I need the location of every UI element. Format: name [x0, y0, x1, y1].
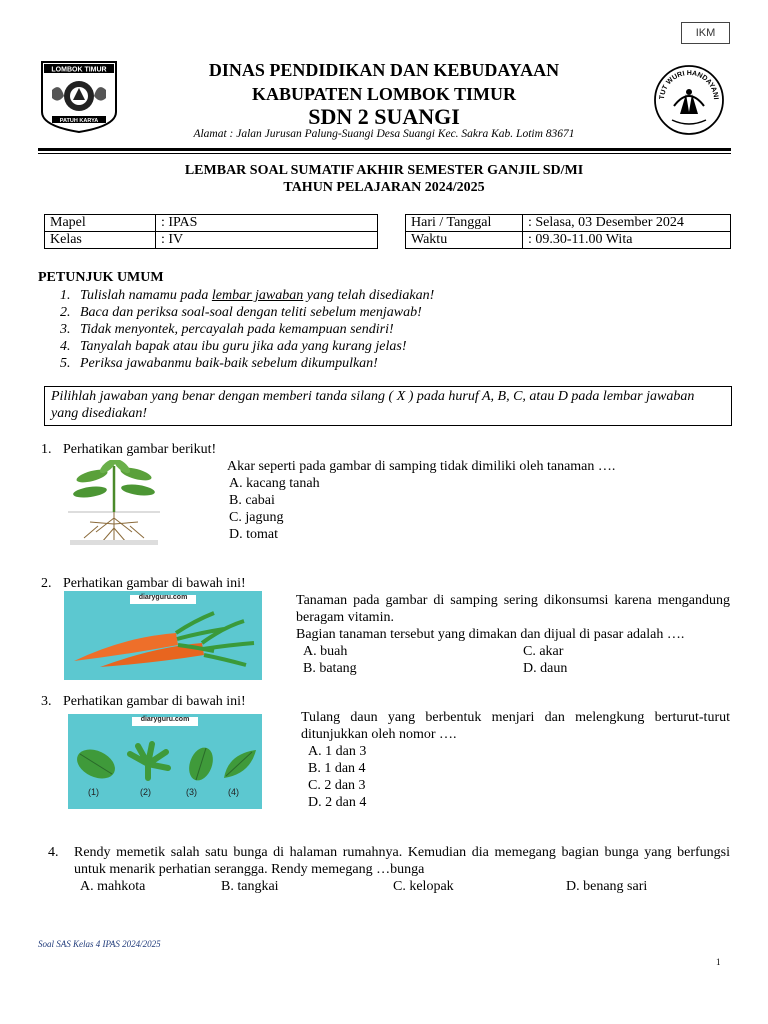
hari-label: Hari / Tanggal — [406, 215, 523, 232]
q3-lead: 3. Perhatikan gambar di bawah ini! — [41, 694, 246, 709]
header-line2: KABUPATEN LOMBOK TIMUR — [251, 84, 516, 104]
q1-option-c[interactable]: C. jagung — [229, 510, 284, 525]
subject-table — [44, 214, 378, 249]
schedule-table — [405, 214, 731, 249]
q2-option-d[interactable]: D. daun — [523, 661, 568, 676]
petunjuk-item: 4. Tanyalah bapak atau ibu guru jika ada yang kurang jelas! — [60, 339, 407, 354]
q3-leaves-image — [68, 714, 262, 809]
petunjuk-item: 5. Periksa jawabanmu baik-baik sebelum dikumpulkan! — [60, 356, 378, 371]
petunjuk-item: 1. Tulislah namamu pada lembar jawaban yang telah disediakan! — [60, 288, 435, 303]
q1-option-d[interactable]: D. tomat — [229, 527, 278, 542]
q2-image-caption: diaryguru.com — [138, 594, 188, 601]
header-rule-thick — [38, 148, 731, 151]
footer-label: Soal SAS Kelas 4 IPAS 2024/2025 — [38, 939, 161, 949]
exam-title: LEMBAR SOAL SUMATIF AKHIR SEMESTER GANJIL SD/MI — [184, 163, 584, 178]
header-line1: DINAS PENDIDIKAN DAN KEBUDAYAAN — [208, 60, 560, 80]
q3-option-d[interactable]: D. 2 dan 4 — [308, 795, 367, 810]
q1-option-a[interactable]: A. kacang tanah — [229, 476, 320, 491]
q3-text: Tulang daun yang berbentuk menjari dan melengkung berturut-turut ditunjukkan oleh nomor …. — [301, 710, 730, 742]
hari-value: : Selasa, 03 Desember 2024 — [523, 215, 731, 232]
header-rule-thin — [38, 153, 731, 154]
school-name: SDN 2 SUANGI — [308, 104, 460, 129]
q2-option-c[interactable]: C. akar — [523, 644, 564, 659]
page-number: 1 — [716, 957, 721, 967]
leaf-label-3: (3) — [186, 787, 197, 797]
petunjuk-title: PETUNJUK UMUM — [38, 270, 164, 285]
q1-options — [229, 475, 320, 543]
q4-option-d[interactable]: D. benang sari — [566, 879, 648, 894]
q4-option-b[interactable]: B. tangkai — [221, 879, 279, 894]
q1-option-b[interactable]: B. cabai — [229, 493, 275, 508]
instruction-box: Pilihlah jawaban yang benar dengan memberi tanda silang ( X ) pada huruf A, B, C, atau D pada lembar jawaban yang disediakan! — [44, 386, 732, 426]
q3-option-b[interactable]: B. 1 dan 4 — [308, 761, 366, 776]
q2-text1: Tanaman pada gambar di samping sering dikonsumsi karena mengandung beragam vitamin. — [296, 593, 730, 625]
mapel-value: : IPAS — [156, 215, 378, 232]
leaf-label-2: (2) — [140, 787, 151, 797]
logo-left-top-text: LOMBOK TIMUR — [51, 66, 107, 74]
q2-carrot-image — [64, 591, 262, 680]
q2-text2: Bagian tanaman tersebut yang dimakan dan dijual di pasar adalah …. — [296, 627, 685, 642]
leaf-label-1: (1) — [88, 787, 99, 797]
q3-option-c[interactable]: C. 2 dan 3 — [308, 778, 366, 793]
leaf-label-4: (4) — [228, 787, 239, 797]
ikm-badge: IKM — [681, 22, 730, 44]
q3-options — [308, 743, 366, 811]
q2-option-b[interactable]: B. batang — [303, 661, 357, 676]
logo-left-bottom-text: PATUH KARYA — [59, 117, 99, 124]
q1-lead: 1. Perhatikan gambar berikut! — [41, 442, 217, 457]
petunjuk-item: 2. Baca dan periksa soal-soal dengan teliti sebelum menjawab! — [60, 305, 422, 320]
logo-right-text: TUT WURI HANDAYANI — [658, 69, 720, 100]
q4-option-a[interactable]: A. mahkota — [80, 879, 146, 894]
school-address: Alamat : Jalan Jurusan Palung-Suangi Desa Suangi Kec. Sakra Kab. Lotim 83671 — [193, 128, 575, 140]
q3-option-a[interactable]: A. 1 dan 3 — [308, 744, 367, 759]
mapel-label: Mapel — [45, 215, 156, 232]
q2-lead: 2. Perhatikan gambar di bawah ini! — [41, 576, 246, 591]
waktu-value: : 09.30-11.00 Wita — [523, 232, 731, 249]
q1-root-plant-image — [68, 460, 160, 546]
q2-option-a[interactable]: A. buah — [303, 644, 348, 659]
petunjuk-list — [60, 287, 434, 372]
q4-option-c[interactable]: C. kelopak — [393, 879, 454, 894]
q4-text: Rendy memetik salah satu bunga di halaman rumahnya. Kemudian dia memegang bagian bunga yang berfungsi untuk menarik perhatian serangga. Rendy memegang …bunga — [74, 845, 730, 877]
kelas-label: Kelas — [45, 232, 156, 249]
petunjuk-item: 3. Tidak menyontek, percayalah pada kemampuan sendiri! — [60, 322, 394, 337]
q4-number: 4. — [48, 845, 59, 860]
q1-text: Akar seperti pada gambar di samping tidak dimiliki oleh tanaman …. — [227, 459, 616, 474]
exam-year: TAHUN PELAJARAN 2024/2025 — [283, 180, 485, 195]
q3-image-caption: diaryguru.com — [140, 716, 190, 723]
kelas-value: : IV — [156, 232, 378, 249]
waktu-label: Waktu — [406, 232, 523, 249]
